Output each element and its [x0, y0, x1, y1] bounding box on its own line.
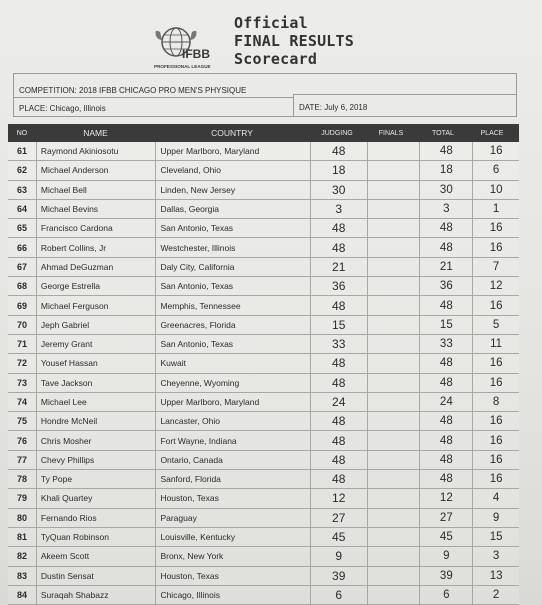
- title-scorecard: Scorecard: [234, 50, 318, 68]
- cell-total: 48: [419, 238, 472, 256]
- cell-total: 24: [419, 393, 472, 411]
- table-row: [8, 296, 519, 315]
- cell-no: 70: [16, 319, 27, 330]
- globe-logo-icon: [152, 22, 232, 72]
- cell-name: Yousef Hassan: [36, 354, 156, 372]
- cell-judging: 48: [310, 374, 367, 392]
- results-table: [8, 124, 519, 605]
- cell-name: Ahmad DeGuzman: [36, 258, 156, 276]
- cell-no: 68: [16, 281, 27, 292]
- cell-place: 13: [472, 567, 519, 585]
- cell-finals: [367, 412, 420, 430]
- table-row: [8, 547, 519, 566]
- cell-total: 48: [419, 451, 472, 469]
- cell-finals: [367, 354, 420, 372]
- cell-country: San Antonio, Texas: [155, 277, 309, 295]
- event-info-box: [13, 73, 517, 117]
- cell-finals: [367, 374, 420, 392]
- table-row: [8, 374, 519, 393]
- cell-total: 48: [419, 219, 472, 237]
- cell-country: Houston, Texas: [155, 489, 309, 507]
- table-row: [8, 316, 519, 335]
- table-row: [8, 567, 519, 586]
- cell-finals: [367, 451, 420, 469]
- cell-total: 6: [419, 586, 472, 604]
- cell-place: 3: [472, 547, 519, 565]
- cell-no: 82: [16, 551, 27, 562]
- cell-finals: [367, 142, 420, 160]
- cell-total: 21: [419, 258, 472, 276]
- cell-country: Houston, Texas: [155, 567, 309, 585]
- cell-judging: 12: [310, 489, 367, 507]
- cell-total: 48: [419, 470, 472, 488]
- cell-no: 69: [16, 300, 27, 311]
- cell-no: 63: [16, 184, 27, 195]
- cell-no: 71: [16, 339, 27, 350]
- cell-judging: 24: [310, 393, 367, 411]
- cell-name: Chevy Phillips: [36, 451, 156, 469]
- cell-country: Greenacres, Florida: [155, 316, 309, 334]
- cell-judging: 6: [310, 586, 367, 604]
- cell-judging: 9: [310, 547, 367, 565]
- cell-country: Lancaster, Ohio: [155, 412, 309, 430]
- cell-finals: [367, 393, 420, 411]
- cell-name: Akeem Scott: [36, 547, 156, 565]
- cell-judging: 48: [310, 470, 367, 488]
- cell-total: 36: [419, 277, 472, 295]
- cell-no: 64: [16, 204, 27, 215]
- table-row: [8, 451, 519, 470]
- cell-place: 10: [472, 181, 519, 199]
- cell-country: Daly City, California: [155, 258, 309, 276]
- table-row: [8, 335, 519, 354]
- table-row: [8, 489, 519, 508]
- title-block: [234, 14, 354, 68]
- cell-name: Francisco Cardona: [36, 219, 156, 237]
- table-row: [8, 586, 519, 605]
- cell-name: TyQuan Robinson: [36, 528, 156, 546]
- cell-country: Cleveland, Ohio: [155, 161, 309, 179]
- cell-total: 48: [419, 374, 472, 392]
- cell-judging: 39: [310, 567, 367, 585]
- table-row: [8, 142, 519, 161]
- cell-place: 8: [472, 393, 519, 411]
- cell-no: 81: [16, 532, 27, 543]
- cell-country: San Antonio, Texas: [155, 335, 309, 353]
- cell-name: Jeremy Grant: [36, 335, 156, 353]
- cell-place: 15: [472, 528, 519, 546]
- cell-name: Tave Jackson: [36, 374, 156, 392]
- cell-name: Fernando Rios: [36, 509, 156, 527]
- cell-judging: 48: [310, 219, 367, 237]
- table-row: [8, 161, 519, 180]
- cell-place: 16: [472, 238, 519, 256]
- cell-judging: 18: [310, 161, 367, 179]
- cell-country: Memphis, Tennessee: [155, 296, 309, 314]
- cell-finals: [367, 528, 420, 546]
- cell-place: 16: [472, 219, 519, 237]
- cell-country: Linden, New Jersey: [155, 181, 309, 199]
- cell-finals: [367, 296, 420, 314]
- cell-country: Chicago, Illinois: [155, 586, 309, 604]
- cell-no: 75: [16, 416, 27, 427]
- header-name: NAME: [83, 128, 108, 138]
- logo-subtext: PROFESSIONAL LEAGUE: [154, 64, 211, 69]
- cell-name: Ty Pope: [36, 470, 156, 488]
- cell-no: 77: [16, 454, 27, 465]
- cell-total: 9: [419, 547, 472, 565]
- cell-country: Louisville, Kentucky: [155, 528, 309, 546]
- title-final-results: FINAL RESULTS: [234, 32, 354, 50]
- cell-judging: 21: [310, 258, 367, 276]
- cell-finals: [367, 335, 420, 353]
- cell-no: 66: [16, 242, 27, 253]
- cell-finals: [367, 489, 420, 507]
- cell-finals: [367, 238, 420, 256]
- header-country: COUNTRY: [211, 128, 253, 138]
- cell-place: 16: [472, 412, 519, 430]
- cell-finals: [367, 547, 420, 565]
- cell-judging: 48: [310, 354, 367, 372]
- cell-no: 73: [16, 377, 27, 388]
- table-row: [8, 219, 519, 238]
- header-judging: JUDGING: [321, 129, 353, 137]
- date-label: DATE: July 6, 2018: [299, 103, 368, 112]
- cell-place: 16: [472, 431, 519, 449]
- cell-finals: [367, 161, 420, 179]
- cell-total: 48: [419, 354, 472, 372]
- cell-place: 16: [472, 374, 519, 392]
- cell-finals: [367, 219, 420, 237]
- cell-country: Dallas, Georgia: [155, 200, 309, 218]
- cell-name: Michael Ferguson: [36, 296, 156, 314]
- cell-place: 16: [472, 354, 519, 372]
- cell-finals: [367, 509, 420, 527]
- cell-finals: [367, 470, 420, 488]
- cell-place: 16: [472, 142, 519, 160]
- cell-country: Cheyenne, Wyoming: [155, 374, 309, 392]
- logo-text: IFBB: [182, 47, 210, 61]
- cell-judging: 33: [310, 335, 367, 353]
- cell-country: Sanford, Florida: [155, 470, 309, 488]
- cell-name: Michael Bell: [36, 181, 156, 199]
- cell-name: Hondre McNeil: [36, 412, 156, 430]
- cell-name: Suraqah Shabazz: [36, 586, 156, 604]
- ifbb-logo: [152, 22, 232, 72]
- table-row: [8, 528, 519, 547]
- cell-judging: 48: [310, 412, 367, 430]
- table-row: [8, 277, 519, 296]
- cell-name: Michael Bevins: [36, 200, 156, 218]
- table-row: [8, 258, 519, 277]
- cell-place: 11: [472, 335, 519, 353]
- cell-finals: [367, 316, 420, 334]
- cell-name: Jeph Gabriel: [36, 316, 156, 334]
- cell-judging: 48: [310, 142, 367, 160]
- cell-country: Paraguay: [155, 509, 309, 527]
- cell-country: Kuwait: [155, 354, 309, 372]
- cell-place: 9: [472, 509, 519, 527]
- cell-no: 72: [16, 358, 27, 369]
- cell-total: 30: [419, 181, 472, 199]
- cell-country: Westchester, Illinois: [155, 238, 309, 256]
- cell-place: 6: [472, 161, 519, 179]
- header-finals: FINALS: [378, 129, 404, 137]
- cell-no: 78: [16, 474, 27, 485]
- cell-judging: 48: [310, 451, 367, 469]
- cell-country: Ontario, Canada: [155, 451, 309, 469]
- table-row: [8, 181, 519, 200]
- table-row: [8, 354, 519, 373]
- cell-finals: [367, 431, 420, 449]
- cell-name: Raymond Akiniosotu: [36, 142, 156, 160]
- cell-finals: [367, 277, 420, 295]
- cell-name: Dustin Sensat: [36, 567, 156, 585]
- cell-total: 48: [419, 412, 472, 430]
- cell-total: 48: [419, 296, 472, 314]
- cell-place: 16: [472, 296, 519, 314]
- cell-place: 16: [472, 470, 519, 488]
- cell-judging: 48: [310, 296, 367, 314]
- cell-total: 15: [419, 316, 472, 334]
- cell-name: Khali Quartey: [36, 489, 156, 507]
- cell-total: 48: [419, 431, 472, 449]
- table-row: [8, 393, 519, 412]
- place-label: PLACE: Chicago, Illinois: [19, 104, 106, 113]
- cell-finals: [367, 181, 420, 199]
- table-row: [8, 238, 519, 257]
- cell-judging: 45: [310, 528, 367, 546]
- table-row: [8, 412, 519, 431]
- cell-place: 4: [472, 489, 519, 507]
- cell-country: Bronx, New York: [155, 547, 309, 565]
- table-row: [8, 431, 519, 450]
- title-official: Official: [234, 14, 308, 32]
- cell-place: 2: [472, 586, 519, 604]
- cell-country: Upper Marlboro, Maryland: [155, 393, 309, 411]
- cell-total: 27: [419, 509, 472, 527]
- cell-place: 7: [472, 258, 519, 276]
- cell-no: 83: [16, 570, 27, 581]
- cell-name: Michael Anderson: [36, 161, 156, 179]
- cell-finals: [367, 586, 420, 604]
- cell-no: 65: [16, 223, 27, 234]
- cell-judging: 36: [310, 277, 367, 295]
- cell-no: 80: [16, 512, 27, 523]
- cell-no: 84: [16, 589, 27, 600]
- cell-name: Robert Collins, Jr: [36, 238, 156, 256]
- cell-judging: 27: [310, 509, 367, 527]
- cell-total: 33: [419, 335, 472, 353]
- cell-judging: 15: [310, 316, 367, 334]
- table-row: [8, 509, 519, 528]
- cell-place: 12: [472, 277, 519, 295]
- table-row: [8, 200, 519, 219]
- cell-total: 12: [419, 489, 472, 507]
- cell-total: 3: [419, 200, 472, 218]
- cell-name: George Estrella: [36, 277, 156, 295]
- cell-judging: 30: [310, 181, 367, 199]
- cell-finals: [367, 200, 420, 218]
- table-row: [8, 470, 519, 489]
- date-box: [293, 94, 516, 117]
- cell-name: Michael Lee: [36, 393, 156, 411]
- cell-judging: 48: [310, 238, 367, 256]
- table-body: [8, 142, 519, 605]
- cell-total: 39: [419, 567, 472, 585]
- cell-total: 18: [419, 161, 472, 179]
- cell-total: 45: [419, 528, 472, 546]
- cell-no: 76: [16, 435, 27, 446]
- cell-finals: [367, 567, 420, 585]
- header-place: PLACE: [480, 129, 504, 137]
- cell-country: Fort Wayne, Indiana: [155, 431, 309, 449]
- cell-place: 5: [472, 316, 519, 334]
- cell-no: 62: [16, 165, 27, 176]
- cell-place: 16: [472, 451, 519, 469]
- cell-judging: 48: [310, 431, 367, 449]
- cell-place: 1: [472, 200, 519, 218]
- header-no: NO: [16, 129, 28, 137]
- table-header: [8, 124, 519, 142]
- cell-no: 79: [16, 493, 27, 504]
- cell-no: 67: [16, 261, 27, 272]
- competition-label: COMPETITION: 2018 IFBB CHICAGO PRO MEN'S PHYSIQUE: [19, 86, 247, 95]
- cell-country: Upper Marlboro, Maryland: [155, 142, 309, 160]
- info-divider: [14, 97, 294, 98]
- cell-name: Chris Mosher: [36, 431, 156, 449]
- cell-total: 48: [419, 142, 472, 160]
- header-total: TOTAL: [432, 129, 454, 137]
- cell-no: 61: [16, 146, 27, 157]
- cell-country: San Antonio, Texas: [155, 219, 309, 237]
- cell-no: 74: [16, 397, 27, 407]
- cell-finals: [367, 258, 420, 276]
- cell-judging: 3: [310, 200, 367, 218]
